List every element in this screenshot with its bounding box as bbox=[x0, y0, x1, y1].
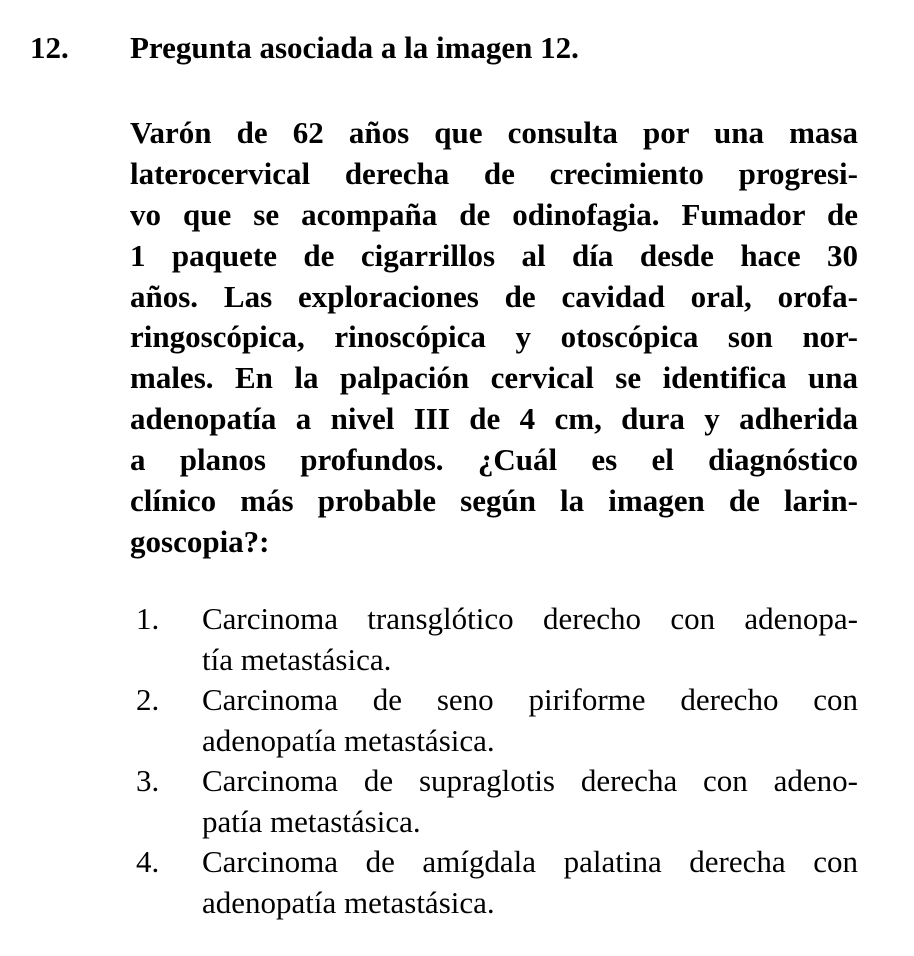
stem-line: clínico más probable según la imagen de larin- bbox=[130, 483, 858, 519]
option-line: Carcinoma de seno piriforme derecho con bbox=[202, 682, 858, 717]
question-number: 12. bbox=[30, 30, 69, 65]
stem-line: años. Las exploraciones de cavidad oral, orofa- bbox=[130, 278, 858, 314]
option-text bbox=[202, 842, 858, 923]
question-stem bbox=[130, 113, 858, 563]
option-line: tía metastásica. bbox=[202, 641, 392, 677]
option-text bbox=[202, 680, 858, 761]
stem-line: adenopatía a nivel III de 4 cm, dura y adherida bbox=[130, 401, 858, 437]
answer-options bbox=[0, 599, 914, 923]
stem-line: laterocervical derecha de crecimiento progresi- bbox=[130, 155, 858, 191]
stem-line: 1 paquete de cigarrillos al día desde hace 30 bbox=[130, 237, 858, 273]
stem-line: vo que se acompaña de odinofagia. Fumador de bbox=[130, 196, 858, 232]
option-line: Carcinoma transglótico derecho con adenopa- bbox=[202, 601, 858, 636]
stem-line: goscopia?: bbox=[130, 523, 270, 559]
option-line: adenopatía metastásica. bbox=[202, 884, 495, 920]
stem-line: a planos profundos. ¿Cuál es el diagnóstico bbox=[130, 442, 858, 478]
option-text bbox=[202, 599, 858, 680]
option-line: adenopatía metastásica. bbox=[202, 722, 495, 758]
question-title: Pregunta asociada a la imagen 12. bbox=[130, 30, 579, 65]
option-number: 3. bbox=[136, 763, 160, 798]
option-line: patía metastásica. bbox=[202, 803, 421, 839]
option-line: Carcinoma de amígdala palatina derecha con bbox=[202, 844, 858, 879]
option-number: 2. bbox=[136, 682, 160, 717]
answer-option-1[interactable] bbox=[0, 599, 914, 680]
stem-line: Varón de 62 años que consulta por una masa bbox=[130, 115, 858, 150]
option-line: Carcinoma de supraglotis derecha con adeno- bbox=[202, 763, 858, 798]
answer-option-4[interactable] bbox=[0, 842, 914, 923]
option-number: 4. bbox=[136, 844, 160, 879]
stem-line: males. En la palpación cervical se identifica una bbox=[130, 360, 858, 396]
answer-option-3[interactable] bbox=[0, 761, 914, 842]
stem-line: ringoscópica, rinoscópica y otoscópica son nor- bbox=[130, 319, 858, 355]
answer-option-2[interactable] bbox=[0, 680, 914, 761]
option-number: 1. bbox=[136, 601, 160, 636]
option-text bbox=[202, 761, 858, 842]
